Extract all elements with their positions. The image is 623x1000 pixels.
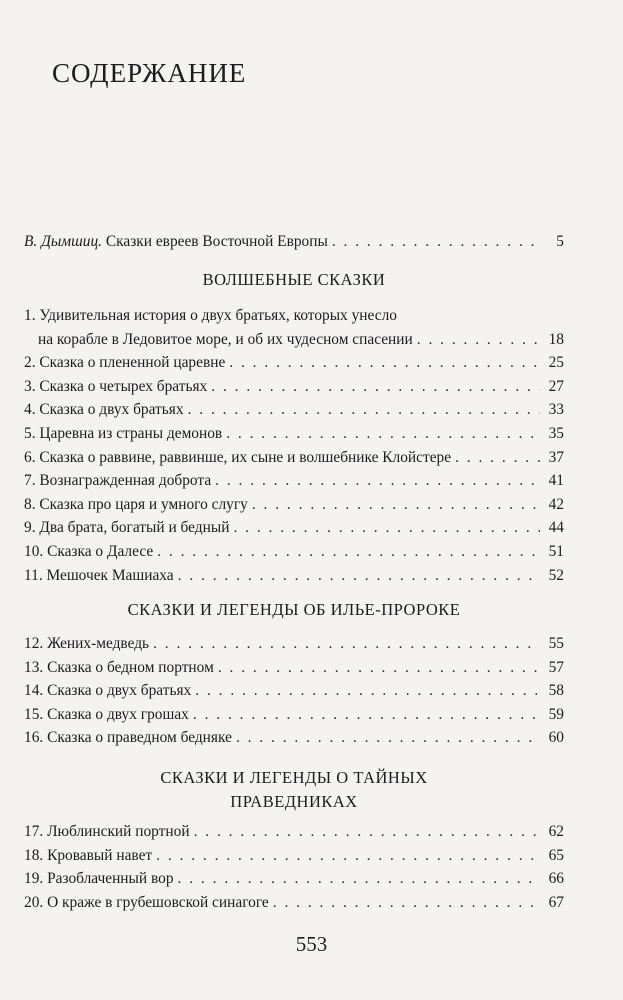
toc-entry-16[interactable] (24, 726, 564, 750)
section-title-line-2: ПРАВЕДНИКАХ (230, 792, 358, 811)
entry-title: 13. Сказка о бедном портном (24, 658, 214, 676)
dot-leader (236, 726, 540, 750)
page-number: 65 (548, 846, 564, 864)
page-number: 60 (548, 729, 564, 747)
page-number: 18 (548, 330, 564, 348)
section-entries (24, 632, 564, 750)
intro-author: В. Дымшиц. (24, 233, 102, 250)
page-number: 5 (556, 233, 564, 250)
toc-entry-8[interactable] (24, 493, 564, 517)
intro-block (24, 230, 564, 254)
page-number: 52 (548, 566, 564, 584)
dot-leader (193, 703, 540, 727)
entry-title: 8. Сказка про царя и умного слугу (24, 495, 248, 513)
entry-title: 9. Два брата, богатый и бедный (24, 519, 230, 537)
toc-entry-15[interactable] (24, 703, 564, 727)
toc-entry-intro[interactable] (24, 230, 564, 254)
page-number: 33 (548, 401, 564, 419)
intro-title: Сказки евреев Восточной Европы (105, 233, 328, 250)
page-number: 41 (548, 472, 564, 490)
entry-title: 12. Жених-медведь (24, 635, 150, 652)
dot-leader (233, 516, 540, 540)
toc-entry-3[interactable] (24, 375, 564, 399)
dot-leader (178, 564, 540, 588)
dot-leader (188, 398, 540, 422)
page-number: 59 (548, 705, 564, 723)
section-hidden-righteous (24, 766, 564, 814)
dot-leader (455, 446, 540, 470)
dot-leader (229, 351, 540, 375)
toc-entry-10[interactable] (24, 540, 564, 564)
dot-leader (194, 820, 540, 844)
toc-entry-18[interactable] (24, 844, 564, 868)
entry-title: 14. Сказка о двух братьях (24, 682, 192, 700)
section-elijah (24, 598, 564, 622)
toc-entry-12[interactable] (24, 632, 564, 656)
entry-title: 19. Разоблаченный вор (24, 870, 174, 888)
toc-entry-7[interactable] (24, 469, 564, 493)
entry-title: 3. Сказка о четырех братьях (24, 377, 208, 395)
toc-entry-19[interactable] (24, 867, 564, 891)
page-number: 62 (548, 823, 564, 840)
toc-entry-2[interactable] (24, 351, 564, 375)
toc-entry-5[interactable] (24, 422, 564, 446)
dot-leader (252, 493, 540, 517)
entry-title: 20. О краже в грубешовской синагоге (24, 893, 269, 911)
dot-leader (211, 375, 540, 399)
dot-leader (195, 679, 540, 703)
section-title: ВОЛШЕБНЫЕ СКАЗКИ (202, 270, 386, 289)
dot-leader (215, 469, 540, 493)
page-number: 35 (548, 424, 564, 442)
page-number: 44 (548, 519, 564, 537)
section-title: СКАЗКИ И ЛЕГЕНДЫ ОБ ИЛЬЕ-ПРОРОКЕ (127, 600, 461, 619)
section-entries (24, 304, 564, 587)
page-number: 66 (548, 870, 564, 888)
entry-title: 4. Сказка о двух братьях (24, 401, 184, 419)
toc-entry-4[interactable] (24, 398, 564, 422)
page-number: 58 (548, 682, 564, 700)
toc-entry-11[interactable] (24, 564, 564, 588)
page-number-folio: 553 (295, 932, 328, 956)
page-title: СОДЕРЖАНИЕ (52, 58, 247, 88)
page-number: 51 (548, 542, 564, 560)
toc-entry-20[interactable] (24, 891, 564, 915)
section-entries (24, 820, 564, 914)
page-number: 55 (548, 635, 564, 652)
entry-title: 18. Кровавый навет (24, 846, 153, 864)
entry-title: 7. Вознагражденная доброта (24, 472, 212, 490)
entry-title: 5. Царевна из страны демонов (24, 424, 223, 442)
dot-leader (332, 230, 540, 254)
page-number: 25 (548, 354, 564, 372)
entry-title-line-2: на корабле в Ледовитое море, и об их чудесном спасении (38, 330, 413, 348)
toc-entry-13[interactable] (24, 656, 564, 680)
dot-leader (273, 891, 540, 915)
toc-entry-17[interactable] (24, 820, 564, 844)
entry-title: 16. Сказка о праведном бедняке (24, 729, 232, 747)
dot-leader (156, 844, 540, 868)
dot-leader (417, 328, 540, 352)
entry-title: 11. Мешочек Машиаха (24, 566, 174, 584)
toc-entry-6[interactable] (24, 446, 564, 470)
toc-entry-14[interactable] (24, 679, 564, 703)
page-number: 37 (548, 448, 564, 466)
toc-entry-1[interactable] (24, 304, 564, 351)
page-number: 67 (548, 893, 564, 911)
entry-title-line-1: 1. Удивительная история о двух братьях, которых унесло (24, 307, 397, 324)
page-number: 57 (548, 658, 564, 676)
entry-title: 15. Сказка о двух грошах (24, 705, 189, 723)
entry-title: 2. Сказка о плененной царевне (24, 354, 226, 372)
dot-leader (218, 656, 540, 680)
dot-leader (157, 540, 540, 564)
entry-title: 10. Сказка о Далесе (24, 542, 154, 560)
dot-leader (178, 867, 540, 891)
entry-title: 6. Сказка о раввине, раввинше, их сыне и волшебнике Клойстере (24, 448, 452, 466)
section-title-line-1: СКАЗКИ И ЛЕГЕНДЫ О ТАЙНЫХ (160, 768, 428, 787)
page-number: 42 (548, 495, 564, 513)
section-fairy-tales (24, 268, 564, 292)
page-number: 27 (548, 377, 564, 395)
dot-leader (153, 632, 540, 656)
entry-title: 17. Люблинский портной (24, 823, 190, 840)
dot-leader (226, 422, 540, 446)
toc-entry-9[interactable] (24, 516, 564, 540)
